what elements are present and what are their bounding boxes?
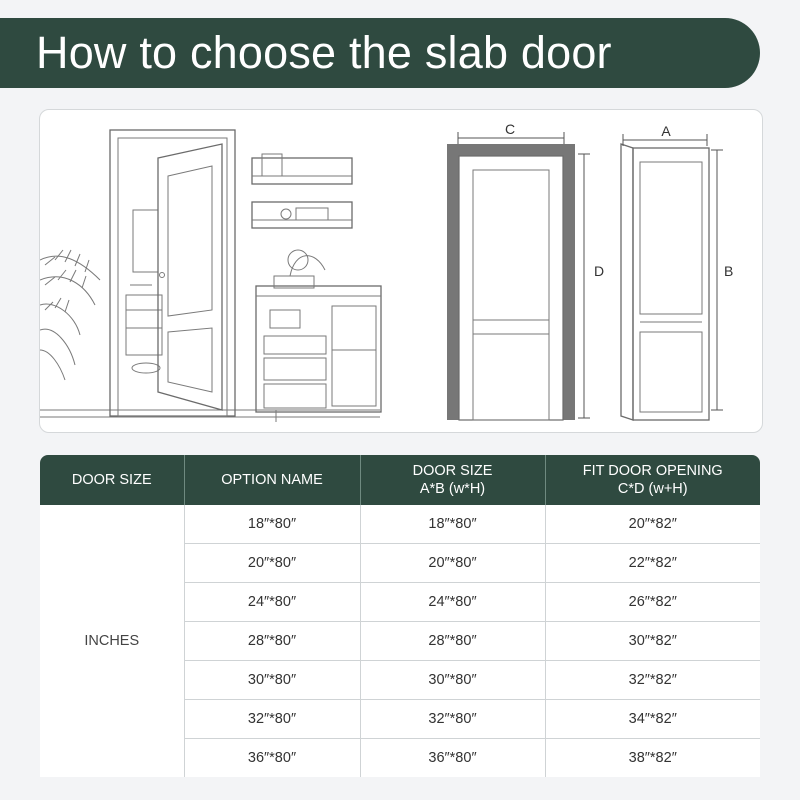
page-title: How to choose the slab door — [36, 27, 612, 78]
dimension-label-c: C — [504, 121, 516, 137]
dimension-label-d: D — [594, 263, 605, 279]
option-cell: 20″*80″ — [184, 544, 360, 583]
size-table — [40, 455, 760, 777]
opening-cell: 26″*82″ — [545, 583, 760, 622]
title-banner — [0, 18, 760, 88]
door-size-cell: 18″*80″ — [360, 505, 545, 544]
door-size-cell: 24″*80″ — [360, 583, 545, 622]
door-size-cell: 20″*80″ — [360, 544, 545, 583]
size-table-wrapper — [40, 455, 760, 777]
door-size-cell: 32″*80″ — [360, 700, 545, 739]
dimension-label-a: A — [661, 123, 671, 139]
door-size-cell: 30″*80″ — [360, 661, 545, 700]
slab-door-diagram — [621, 123, 733, 420]
unit-cell: INCHES — [40, 505, 184, 777]
opening-cell: 22″*82″ — [545, 544, 760, 583]
opening-cell: 38″*82″ — [545, 739, 760, 778]
door-illustration-panel — [39, 109, 763, 433]
option-cell: 30″*80″ — [184, 661, 360, 700]
door-size-cell: 36″*80″ — [360, 739, 545, 778]
option-cell: 32″*80″ — [184, 700, 360, 739]
opening-cell: 32″*82″ — [545, 661, 760, 700]
opening-cell: 20″*82″ — [545, 505, 760, 544]
header-option-name: OPTION NAME — [184, 455, 360, 505]
door-size-cell: 28″*80″ — [360, 622, 545, 661]
opening-cell: 34″*82″ — [545, 700, 760, 739]
option-cell: 24″*80″ — [184, 583, 360, 622]
door-opening-diagram — [447, 121, 604, 420]
room-scene-illustration — [40, 130, 381, 422]
option-cell: 36″*80″ — [184, 739, 360, 778]
header-door-size-ab: DOOR SIZE A*B (w*H) — [360, 455, 545, 505]
table-header-row — [40, 455, 760, 505]
header-fit-door-opening: FIT DOOR OPENING C*D (w+H) — [545, 455, 760, 505]
option-cell: 28″*80″ — [184, 622, 360, 661]
dimension-label-b: B — [724, 263, 734, 279]
opening-cell: 30″*82″ — [545, 622, 760, 661]
header-door-size: DOOR SIZE — [40, 455, 184, 505]
option-cell: 18″*80″ — [184, 505, 360, 544]
door-illustration — [40, 110, 762, 432]
table-row — [40, 505, 760, 544]
